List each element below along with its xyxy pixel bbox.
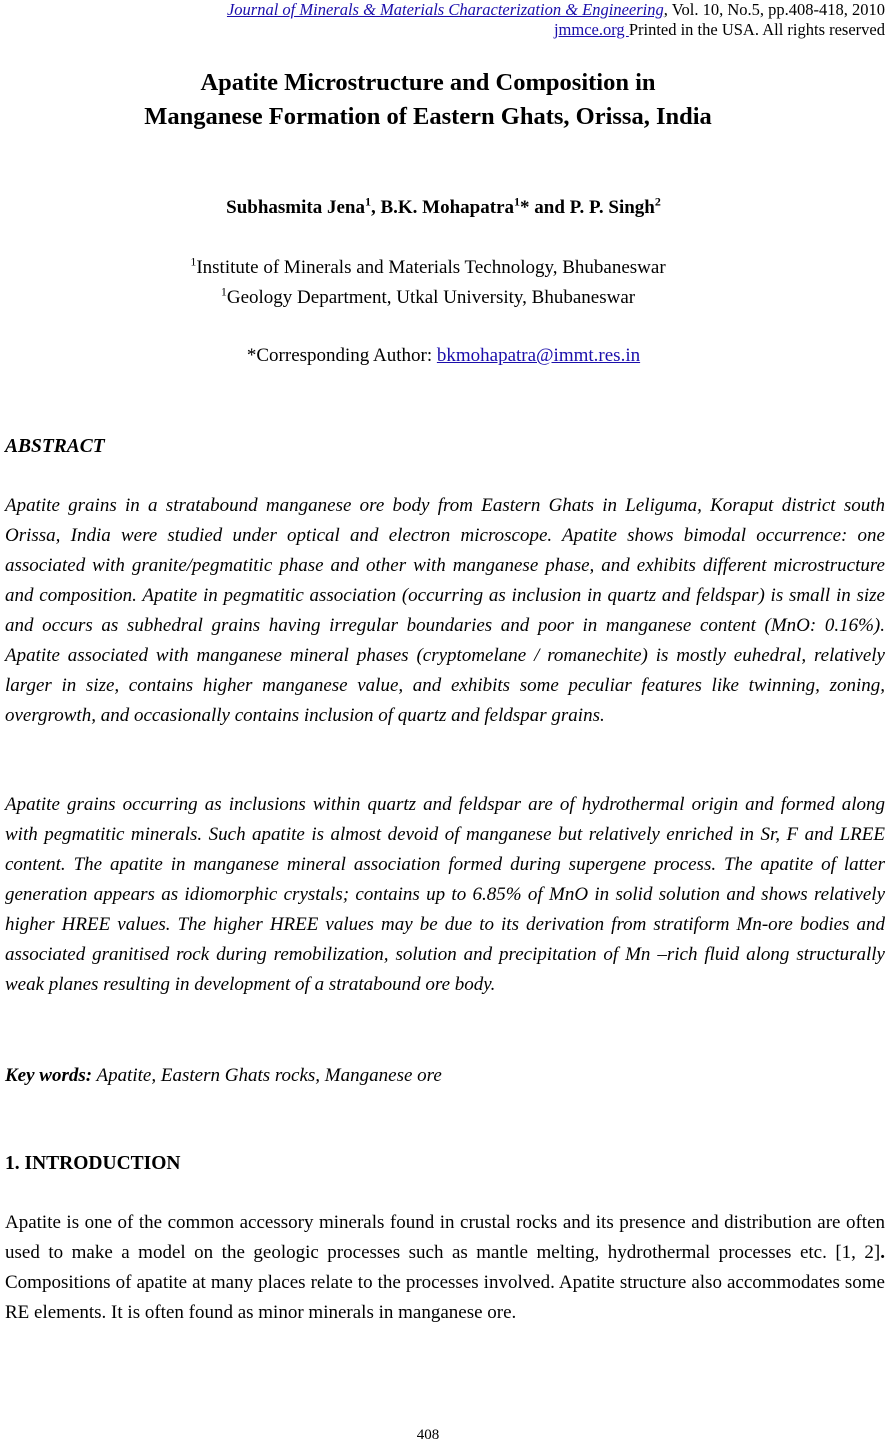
rights-text: Printed in the USA. All rights reserved	[628, 20, 885, 39]
keywords	[5, 1061, 442, 1091]
title-line-2: Manganese Formation of Eastern Ghats, Orissa, India	[144, 103, 712, 130]
email-link[interactable]: bkmohapatra@immt.res.in	[436, 345, 641, 366]
page-number: 408	[416, 1427, 440, 1443]
intro-text-dot: .	[880, 1242, 885, 1263]
site-link[interactable]: jmmce.org	[553, 20, 629, 39]
intro-text-a: Apatite is one of the common accessory minerals found in crustal rocks and its presence and distribution are often used to make a model on the geologic processes such as mantle melting, hydrothermal processes etc. [1, 2]	[5, 1212, 885, 1263]
keywords-label: Key words:	[5, 1065, 93, 1086]
paper-title	[0, 66, 856, 134]
affiliation-1-marker: 1	[190, 254, 197, 269]
affiliation-2-marker: 1	[220, 284, 227, 299]
author-3-affil: 2	[654, 194, 661, 209]
title-line-1: Apatite Microstructure and Composition in	[200, 69, 656, 96]
affiliation-2-text: Geology Department, Utkal University, Bhubaneswar	[226, 287, 636, 308]
author-1-affil: 1	[364, 194, 371, 209]
corresponding-author	[0, 343, 887, 369]
introduction-heading: 1. INTRODUCTION	[5, 1153, 181, 1174]
intro-text-b: Compositions of apatite at many places relate to the processes involved. Apatite structure also accommodates some RE elements. It is often found as minor minerals in manganese ore.	[5, 1272, 885, 1323]
abstract-paragraph-2: Apatite grains occurring as inclusions within quartz and feldspar are of hydrothermal origin and formed along with pegmatitic minerals. Such apatite is almost devoid of manganese but relatively enriched in Sr, F and LREE content. The apatite in manganese mineral association formed during supergene process. The apatite of latter generation appears as idiomorphic crystals; contains up to 6.85% of MnO in solid solution and shows relatively higher HREE values. The higher HREE values may be due to its derivation from stratiform Mn-ore bodies and associated granitised rock during remobilization, solution and precipitation of Mn –rich fluid along structurally weak planes resulting in development of a stratabound ore body.	[5, 794, 885, 995]
keywords-text: Apatite, Eastern Ghats rocks, Manganese ore	[92, 1065, 442, 1086]
journal-link[interactable]: Journal of Minerals & Materials Characterization & Engineering	[226, 0, 664, 19]
author-1: Subhasmita Jena	[226, 197, 365, 218]
corresponding-label: *Corresponding Author:	[246, 345, 437, 366]
author-2-affil: 1	[514, 194, 521, 209]
abstract-paragraph-1: Apatite grains in a stratabound manganese ore body from Eastern Ghats in Leliguma, Koraput district south Orissa, India were studied under optical and electron microscope. Apatite shows bimodal occurrence: one associated with granite/pegmatitic phase and other with manganese phase, and exhibits different microstructure and composition. Apatite in pegmatitic association (occurring as inclusion in quartz and feldspar) is small in size and occurs as subhedral grains having irregular boundaries and poor in manganese content (MnO: 0.16%). Apatite associated with manganese mineral phases (cryptomelane / romanechite) is mostly euhedral, relatively larger in size, contains higher manganese value, and exhibits some peculiar features like twinning, zoning, overgrowth, and occasionally contains inclusion of quartz and feldspar grains.	[5, 495, 885, 726]
author-2: , B.K. Mohapatra	[370, 197, 515, 218]
author-3: * and P. P. Singh	[520, 197, 655, 218]
introduction-paragraph	[5, 1208, 885, 1328]
journal-header	[227, 0, 885, 40]
affiliation-1	[0, 255, 856, 281]
abstract-heading: ABSTRACT	[5, 436, 105, 457]
author-list	[0, 195, 887, 221]
affiliation-1-text: Institute of Minerals and Materials Technology, Bhubaneswar	[196, 257, 666, 278]
header-line-1	[227, 0, 885, 20]
header-line-2	[227, 20, 885, 40]
volume-info: , Vol. 10, No.5, pp.408-418, 2010	[663, 0, 885, 19]
affiliation-2	[0, 285, 856, 311]
